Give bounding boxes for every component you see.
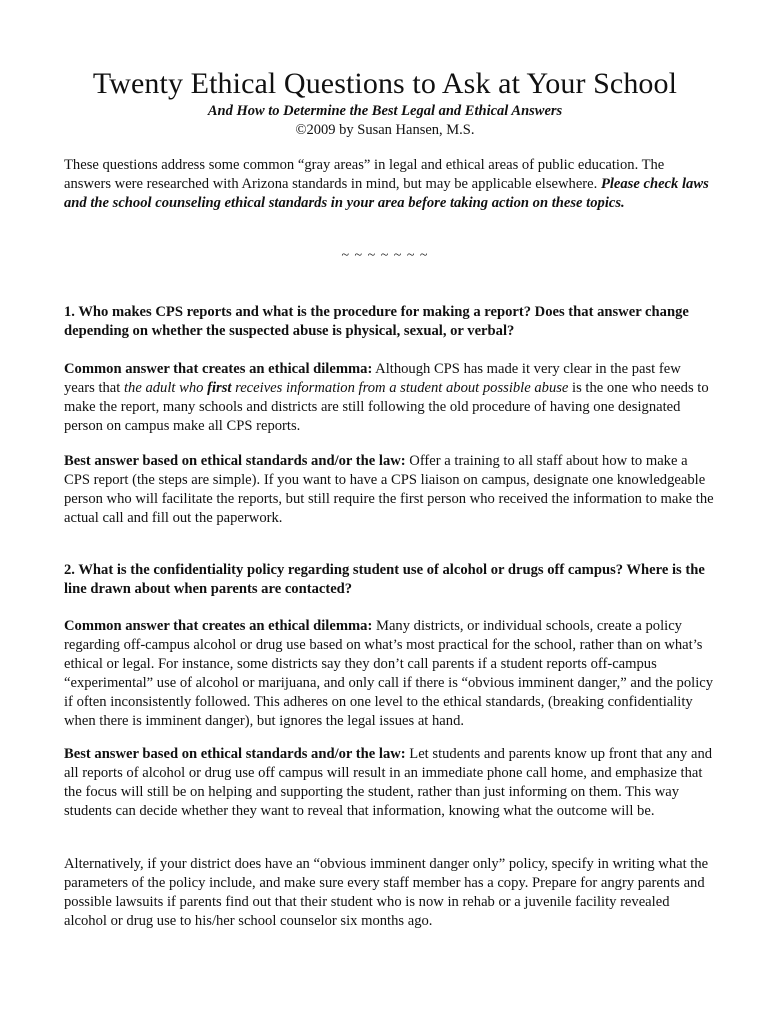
section-divider: ~ ~ ~ ~ ~ ~ ~ [341,248,429,263]
dilemma-italic: receives information from a student about possible abuse [231,380,569,396]
document-subtitle: And How to Determine the Best Legal and Ethical Answers [207,103,563,119]
best-answer-label: Best answer based on ethical standards and/or the law: [64,746,406,762]
question-1-dilemma [64,360,714,436]
dilemma-label: Common answer that creates an ethical dilemma: [64,618,373,634]
dilemma-text: Many districts, or individual schools, create a policy regarding off-campus alcohol or drug use based on what’s most practical for the school, rather than on what’s ethical or legal. For instance, some districts say they don’t call parents if a student reports off-campus “experimental” use of alcohol or marijuana, and only call if there is “obvious imminent danger,” and the policy if often inconsistently followed. This adheres on one level to the ethical standards, (breaking confidentiality when there is imminent danger), but ignores the legal issues at hand. [64,618,714,729]
best-answer-label: Best answer based on ethical standards and/or the law: [64,453,406,469]
dilemma-italic: the adult who [123,380,208,396]
question-2-best-answer [64,745,714,821]
intro-text: These questions address some common “gray areas” in legal and ethical areas of public education. The answers were researched with Arizona standards in mind, but may be applicable elsewhere. [64,157,665,192]
question-1-heading: 1. Who makes CPS reports and what is the procedure for making a report? Does that answer change depending on whether the suspected abuse is physical, sexual, or verbal? [64,304,689,339]
dilemma-label: Common answer that creates an ethical dilemma: [64,361,373,377]
question-2-dilemma [64,617,714,731]
intro-emphasis: Please check laws and the school counseling ethical standards in your area before taking action on these topics. [64,176,709,211]
document-byline: ©2009 by Susan Hansen, M.S. [295,122,475,138]
question-2-alternative: Alternatively, if your district does have an “obvious imminent danger only” policy, specify in writing what the parameters of the policy include, and make sure every staff member has a copy. Prepare for angry parents and possible lawsuits if parents find out that their student who is now in rehab or a juvenile facility revealed alcohol or drug use to his/her school counselor six months ago. [64,856,709,929]
best-answer-text: Offer a training to all staff about how to make a CPS report (the steps are simple). If you want to have a CPS liaison on campus, designate one knowledgeable person who will facilitate the reports, but still require the first person who received the information to make the actual call and fill out the paperwork. [64,453,714,526]
dilemma-text: is the one who needs to make the report, many schools and districts are still following the old procedure of having one designated person on campus make all CPS reports. [64,380,709,434]
best-answer-text: Let students and parents know up front that any and all reports of alcohol or drug use off campus will result in an immediate phone call home, and emphasize that the focus will still be on helping and supporting the student, rather than just informing on them. This way students can decide whether they want to reveal that information, knowing what the outcome will be. [64,746,713,819]
question-1-best-answer [64,452,714,528]
dilemma-text: Although CPS has made it very clear in the past few years that [64,361,681,396]
dilemma-emphasis: first [207,380,232,396]
document-title: Twenty Ethical Questions to Ask at Your School [92,67,678,100]
intro-paragraph [64,156,714,213]
question-2-heading: 2. What is the confidentiality policy regarding student use of alcohol or drugs off campus? Where is the line drawn about when parents are contacted? [64,562,705,597]
